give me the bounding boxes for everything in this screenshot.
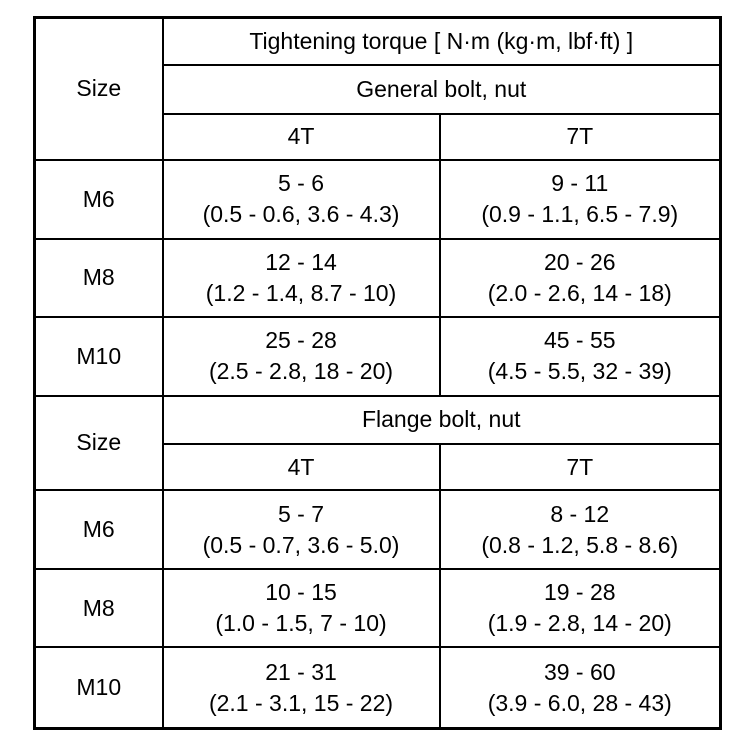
size-cell: M6 (35, 160, 163, 239)
torque-sub-value: (3.9 - 6.0, 28 - 43) (487, 689, 672, 716)
table-row (35, 239, 721, 318)
grade-4t-header: 4T (163, 114, 440, 160)
size-cell: M8 (35, 569, 163, 648)
torque-main-value: 9 - 11 (551, 170, 609, 197)
torque-cell-4t (163, 239, 440, 318)
table-row (35, 490, 721, 569)
size-header: Size (35, 396, 163, 491)
torque-sub-value: (2.1 - 3.1, 15 - 22) (208, 689, 394, 716)
grade-7t-header: 7T (440, 114, 721, 160)
torque-main-value: 20 - 26 (543, 248, 616, 275)
torque-table (33, 16, 722, 730)
torque-cell-4t (163, 317, 440, 396)
header-row (35, 18, 721, 66)
size-header: Size (35, 18, 163, 160)
torque-sub-value: (1.9 - 2.8, 14 - 20) (487, 610, 672, 637)
torque-cell-4t (163, 160, 440, 239)
torque-sub-value: (0.8 - 1.2, 5.8 - 8.6) (481, 531, 679, 558)
torque-main-value: 19 - 28 (543, 579, 616, 606)
torque-sub-value: (0.9 - 1.1, 6.5 - 7.9) (481, 201, 679, 228)
torque-main-value: 45 - 55 (543, 327, 616, 354)
torque-cell-7t (440, 317, 721, 396)
torque-main-value: 8 - 12 (550, 500, 610, 527)
torque-main-value: 5 - 7 (277, 500, 325, 527)
grade-7t-header: 7T (440, 444, 721, 490)
torque-cell-4t (163, 490, 440, 569)
torque-cell-7t (440, 160, 721, 239)
torque-sub-value: (1.0 - 1.5, 7 - 10) (215, 610, 387, 637)
size-cell: M6 (35, 490, 163, 569)
torque-sub-value: (2.5 - 2.8, 18 - 20) (208, 358, 394, 385)
torque-main-value: 12 - 14 (265, 248, 337, 275)
table-row (35, 160, 721, 239)
torque-cell-4t (163, 647, 440, 728)
table-row (35, 569, 721, 648)
torque-cell-7t (440, 490, 721, 569)
torque-main-value: 25 - 28 (265, 327, 337, 354)
flange-bolt-label: Flange bolt, nut (163, 396, 721, 444)
size-cell: M8 (35, 239, 163, 318)
torque-cell-7t (440, 569, 721, 648)
general-bolt-label: General bolt, nut (163, 65, 721, 113)
table-row (35, 647, 721, 728)
table-row (35, 317, 721, 396)
grade-4t-header: 4T (163, 444, 440, 490)
torque-sub-value: (0.5 - 0.6, 3.6 - 4.3) (202, 201, 400, 228)
torque-main-value: 10 - 15 (265, 579, 337, 606)
torque-title: Tightening torque [ N·m (kg·m, lbf·ft) ] (163, 18, 721, 66)
size-cell: M10 (35, 647, 163, 728)
torque-main-value: 21 - 31 (265, 658, 337, 685)
torque-sub-value: (2.0 - 2.6, 14 - 18) (487, 279, 672, 306)
torque-sub-value: (1.2 - 1.4, 8.7 - 10) (205, 279, 397, 306)
torque-cell-7t (440, 239, 721, 318)
torque-cell-7t (440, 647, 721, 728)
torque-sub-value: (0.5 - 0.7, 3.6 - 5.0) (202, 531, 400, 558)
torque-cell-4t (163, 569, 440, 648)
torque-sub-value: (4.5 - 5.5, 32 - 39) (487, 358, 672, 385)
section-type-row (35, 396, 721, 444)
torque-main-value: 39 - 60 (543, 658, 616, 685)
torque-main-value: 5 - 6 (277, 170, 325, 197)
size-cell: M10 (35, 317, 163, 396)
